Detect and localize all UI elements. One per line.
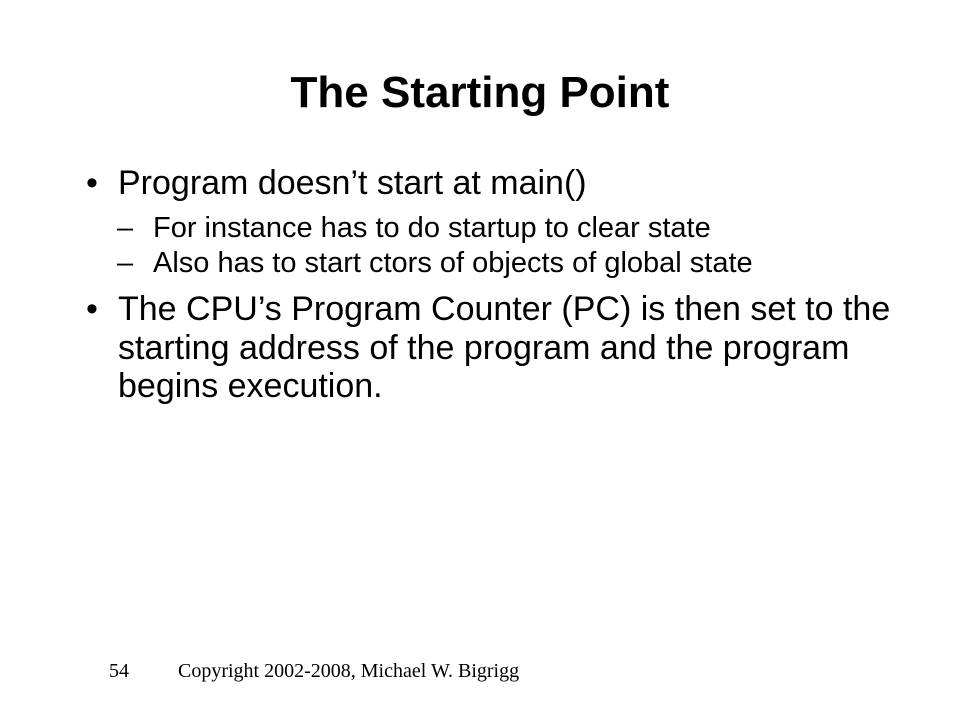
sub-bullet-item-2 <box>117 246 753 280</box>
bullet-item-2-line-1: The CPU’s Program Counter (PC) is then set to the <box>118 290 891 328</box>
bullet-item-2-text <box>118 290 890 406</box>
dash-icon: – <box>117 247 134 279</box>
sub-bullet-item-2-text: Also has to start ctors of objects of global state <box>153 247 753 279</box>
bullet-item-1-text: Program doesn’t start at main() <box>118 164 587 202</box>
copyright-text: Copyright 2002-2008, Michael W. Bigrigg <box>178 660 520 682</box>
bullet-item-2-line-2: starting address of the program and the program <box>118 328 850 367</box>
slide-title: The Starting Point <box>290 68 670 117</box>
dash-icon: – <box>117 212 134 244</box>
bullet-item-2-line-3: begins execution. <box>118 367 383 405</box>
slide-page-number: 54 <box>109 660 129 682</box>
bullet-item-2 <box>86 290 890 406</box>
bullet-dot-icon: • <box>86 164 98 202</box>
sub-bullet-item-1 <box>117 211 711 245</box>
bullet-item-1 <box>86 163 587 203</box>
bullet-dot-icon: • <box>86 290 98 328</box>
sub-bullet-item-1-text: For instance has to do startup to clear state <box>153 212 711 244</box>
